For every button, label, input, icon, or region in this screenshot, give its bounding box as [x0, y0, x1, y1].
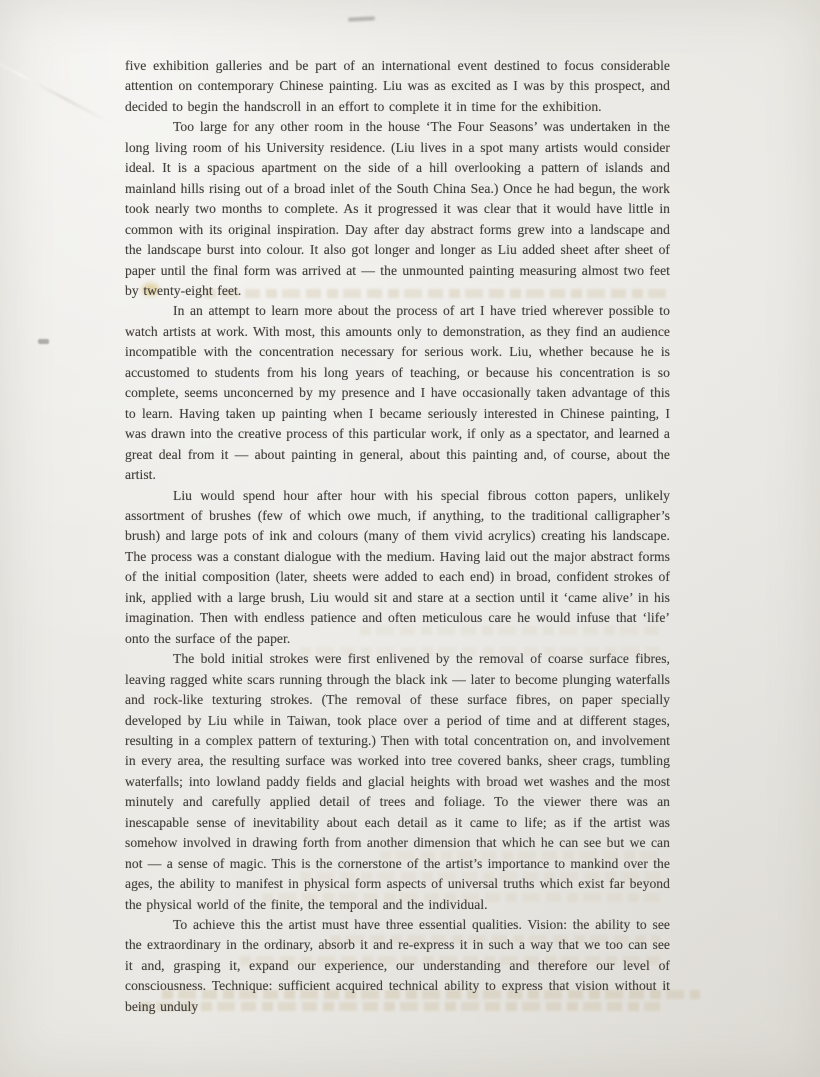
body-text [125, 56, 670, 1017]
pencil-smudge-top [348, 16, 375, 21]
paper-crease [0, 51, 110, 123]
paragraph: To achieve this the artist must have three essential qualities. Vision: the ability to see the extraordinary in the ordinary, absorb it and re-express it in such a way that we too can see it and, grasping it, expand our experience, our understanding and therefore our level of consciousness. Technique: sufficient acquired technical ability to express that vision without it being unduly [125, 917, 670, 1014]
paragraph-continuation: five exhibition galleries and be part of an international event destined to focus considerable attention on contemporary Chinese painting. Liu was as excited as I was by this prospect, and decided to begin the handscroll in an effort to complete it in time for the exhibition. [125, 58, 670, 114]
paragraph: Too large for any other room in the house ‘The Four Seasons’ was undertaken in the long living room of his University residence. (Liu lives in a spot many artists would consider ideal. It is a spacious apartment on the side of a hill overlooking a pattern of islands and mainland hills rising out of a broad inlet of the South China Sea.) Once he had begun, the work took nearly two months to complete. As it progressed it was clear that it would have little in common with its original inspiration. Day after day abstract forms grew into a landscape and the landscape burst into colour. It also got longer and longer as Liu added sheet after sheet of paper until the final form was arrived at — the unmounted painting measuring almost two feet by twenty-eight feet. [125, 119, 670, 298]
paragraph: Liu would spend hour after hour with his special fibrous cotton papers, unlikely assortment of brushes (few of which owe much, if anything, to the traditional calligrapher’s brush) and large pots of ink and colours (many of them vivid acrylics) creating his landscape. The process was a constant dialogue with the medium. Having laid out the major abstract forms of the initial composition (later, sheets were added to each end) in broad, confident strokes of ink, applied with a large brush, Liu would sit and stare at a section until it ‘came alive’ in his imagination. Then with endless patience and often meticulous care he would infuse that ‘life’ onto the surface of the paper. [125, 487, 670, 646]
paragraph: The bold initial strokes were first enlivened by the removal of coarse surface fibres, leaving ragged white scars running through the black ink — later to become plunging waterfalls and rock-like texturing strokes. (The removal of these surface fibres, on paper specially developed by Liu while in Taiwan, took place over a period of time and at different stages, resulting in a complex pattern of texturing.) Then with total concentration on, and involvement in every area, the resulting surface was worked into tree covered banks, sheer crags, tumbling waterfalls; into lowland paddy fields and glacial heights with broad wet washes and the most minutely and carefully applied detail of trees and foliage. To the viewer there was an inescapable sense of inevitability about each detail as it came to life; as if the artist was somehow involved in drawing forth from another dimension that which he can see but we can not — a sense of magic. This is the cornerstone of the artist’s importance to mankind over the ages, the ability to manifest in physical form aspects of universal truths which exist far beyond the physical world of the finite, the temporal and the individual. [125, 651, 670, 912]
pencil-smudge-left [38, 339, 49, 344]
paragraph: In an attempt to learn more about the process of art I have tried wherever possible to watch artists at work. With most, this amounts only to demonstration, as they find an audience incompatible with the concentration necessary for serious work. Liu, whether because he is accustomed to students from his long years of teaching, or because his concentration is so complete, seems unconcerned by my presence and I have occasionally taken advantage of this to learn. Having taken up painting when I became seriously interested in Chinese painting, I was drawn into the creative process of this particular work, if only as a spectator, and learned a great deal from it — about painting in general, about this painting and, of course, about the artist. [125, 303, 670, 483]
